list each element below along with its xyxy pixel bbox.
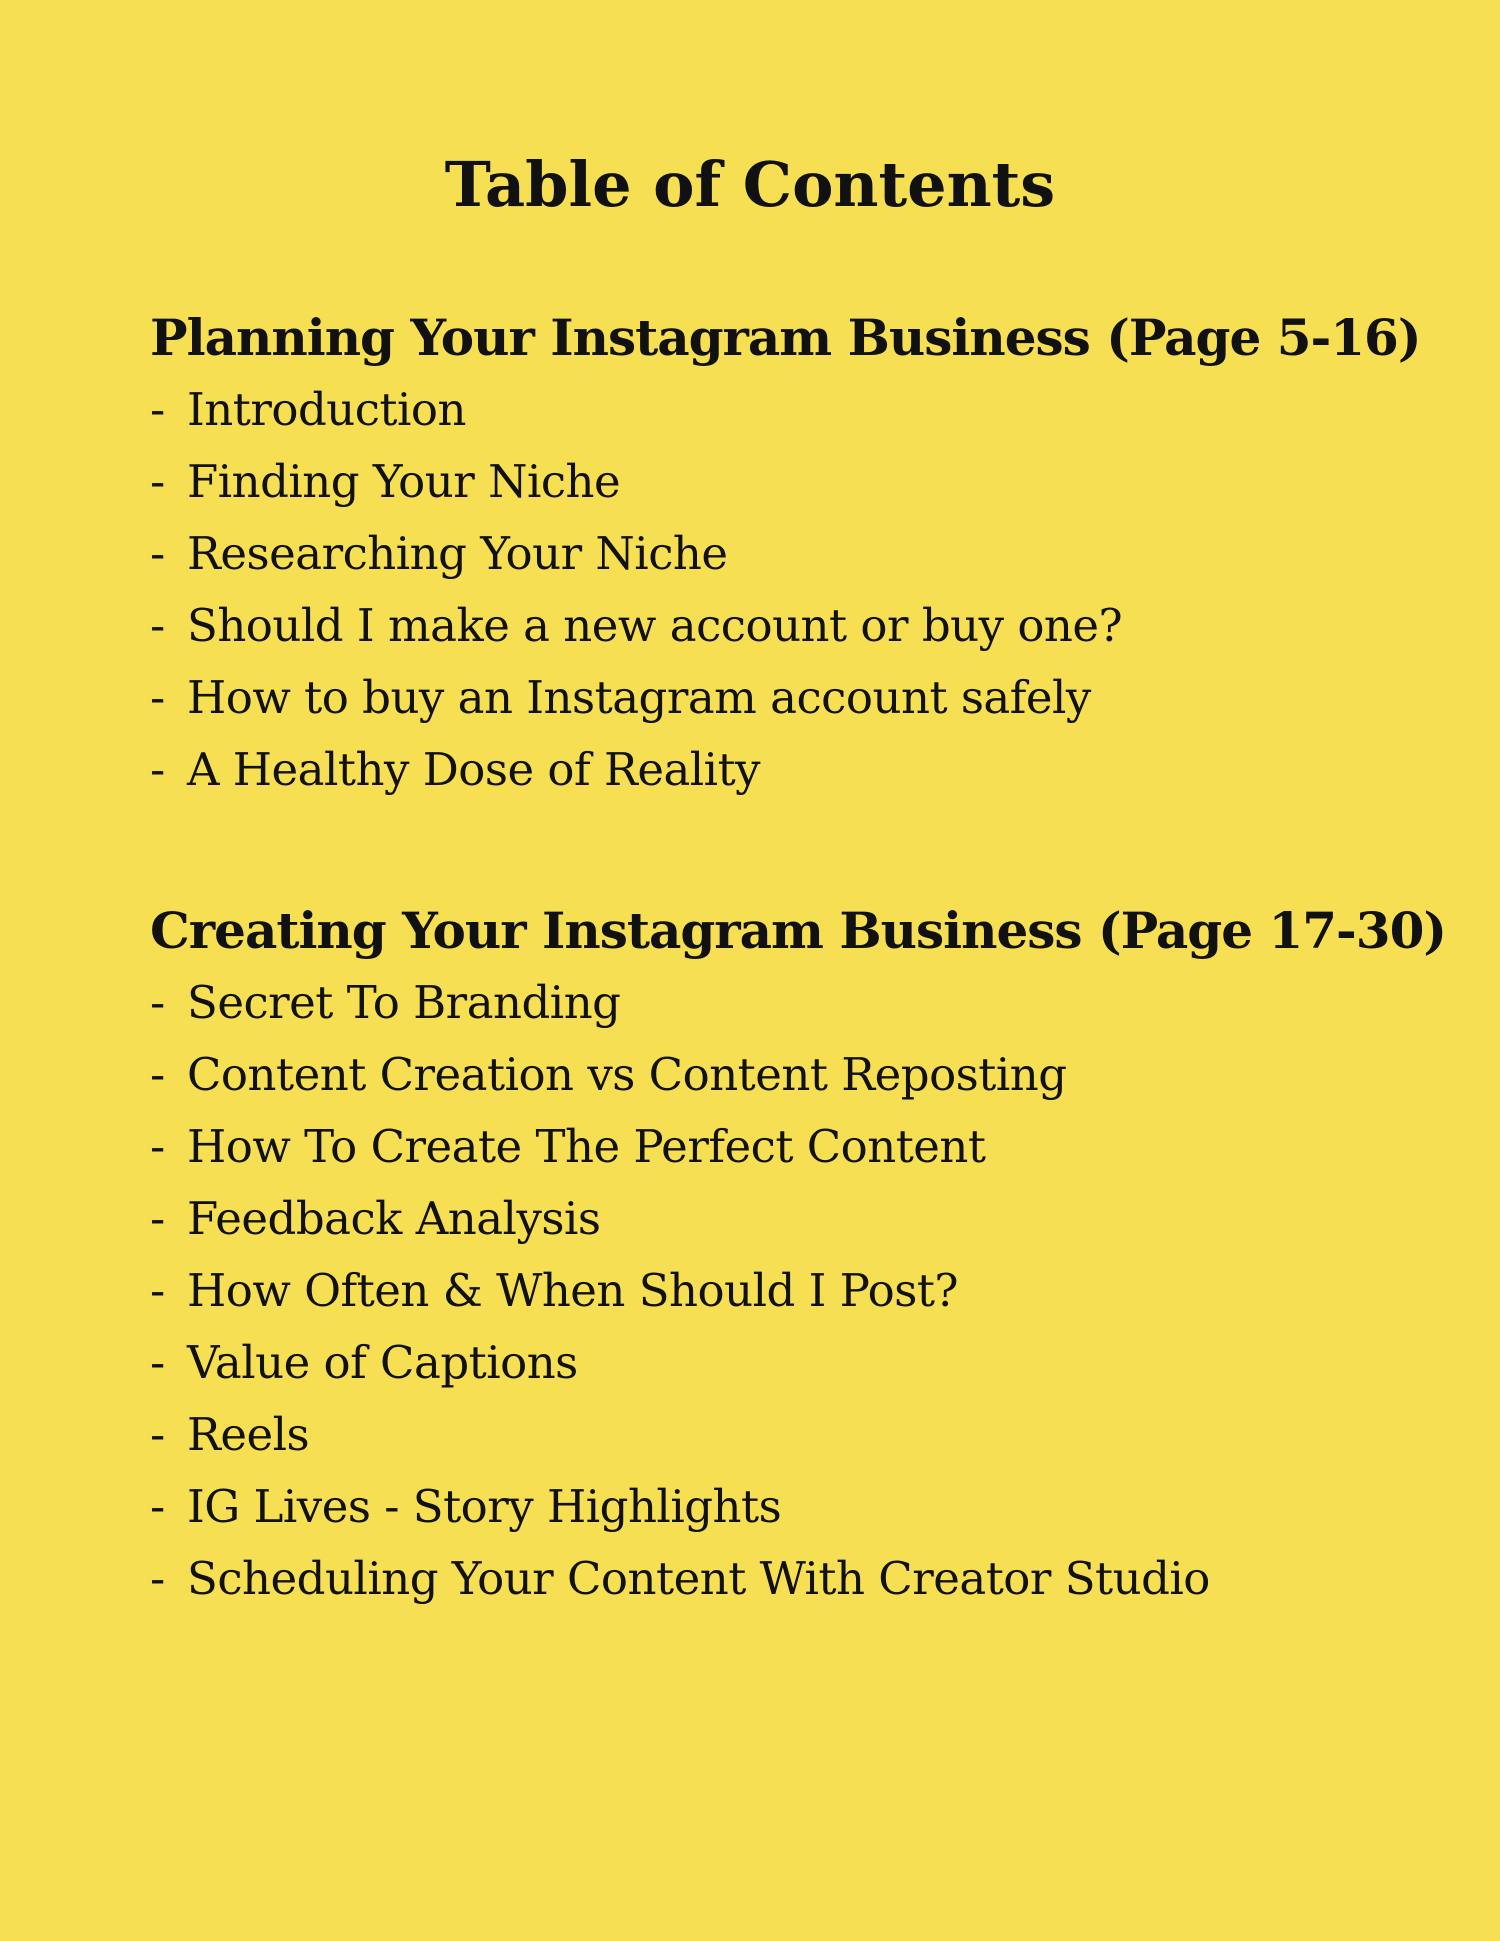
item-dash: - — [150, 527, 165, 580]
toc-item-label: Secret To Branding — [187, 976, 621, 1029]
item-dash: - — [150, 1192, 165, 1245]
section-heading-creating: Creating Your Instagram Business (Page 17-30) — [150, 901, 1447, 960]
item-dash: - — [150, 1336, 165, 1389]
item-dash: - — [150, 1408, 165, 1461]
toc-item-label: Content Creation vs Content Reposting — [187, 1048, 1067, 1101]
toc-item-label: Feedback Analysis — [187, 1192, 601, 1245]
item-dash: - — [150, 743, 165, 796]
item-dash: - — [150, 1264, 165, 1317]
toc-item — [150, 518, 1490, 590]
item-dash: - — [150, 671, 165, 724]
item-dash: - — [150, 1480, 165, 1533]
toc-item-label: Reels — [187, 1408, 310, 1461]
toc-item — [150, 374, 1490, 446]
toc-item — [150, 1255, 1490, 1327]
toc-item-label: IG Lives - Story Highlights — [187, 1480, 782, 1533]
toc-item-label: How To Create The Perfect Content — [187, 1120, 986, 1173]
toc-item-label: A Healthy Dose of Reality — [187, 743, 761, 796]
item-dash: - — [150, 599, 165, 652]
toc-item — [150, 1399, 1490, 1471]
toc-item-label: Scheduling Your Content With Creator Studio — [187, 1552, 1210, 1605]
toc-item — [150, 734, 1490, 806]
toc-item — [150, 1111, 1490, 1183]
toc-item-label: Introduction — [187, 383, 466, 436]
item-dash: - — [150, 383, 165, 436]
toc-item — [150, 446, 1490, 518]
page-title: Table of Contents — [444, 148, 1056, 221]
item-dash: - — [150, 455, 165, 508]
toc-item — [150, 1471, 1490, 1543]
toc-section-creating — [150, 895, 1490, 1615]
toc-item-label: How Often & When Should I Post? — [187, 1264, 959, 1317]
toc-section-planning — [150, 302, 1490, 806]
toc-item-label: Value of Captions — [187, 1336, 578, 1389]
section-heading-planning: Planning Your Instagram Business (Page 5-16) — [150, 308, 1421, 367]
toc-item — [150, 662, 1490, 734]
toc-item-label: Should I make a new account or buy one? — [187, 599, 1123, 652]
item-dash: - — [150, 1552, 165, 1605]
toc-item — [150, 967, 1490, 1039]
toc-item-label: Finding Your Niche — [187, 455, 621, 508]
toc-item — [150, 590, 1490, 662]
toc-item-label: Researching Your Niche — [187, 527, 728, 580]
toc-list-creating — [150, 967, 1490, 1615]
toc-item — [150, 1183, 1490, 1255]
toc-item — [150, 1327, 1490, 1399]
toc-item-label: How to buy an Instagram account safely — [187, 671, 1091, 724]
item-dash: - — [150, 1120, 165, 1173]
toc-item — [150, 1039, 1490, 1111]
toc-list-planning — [150, 374, 1490, 806]
toc-item — [150, 1543, 1490, 1615]
item-dash: - — [150, 976, 165, 1029]
item-dash: - — [150, 1048, 165, 1101]
